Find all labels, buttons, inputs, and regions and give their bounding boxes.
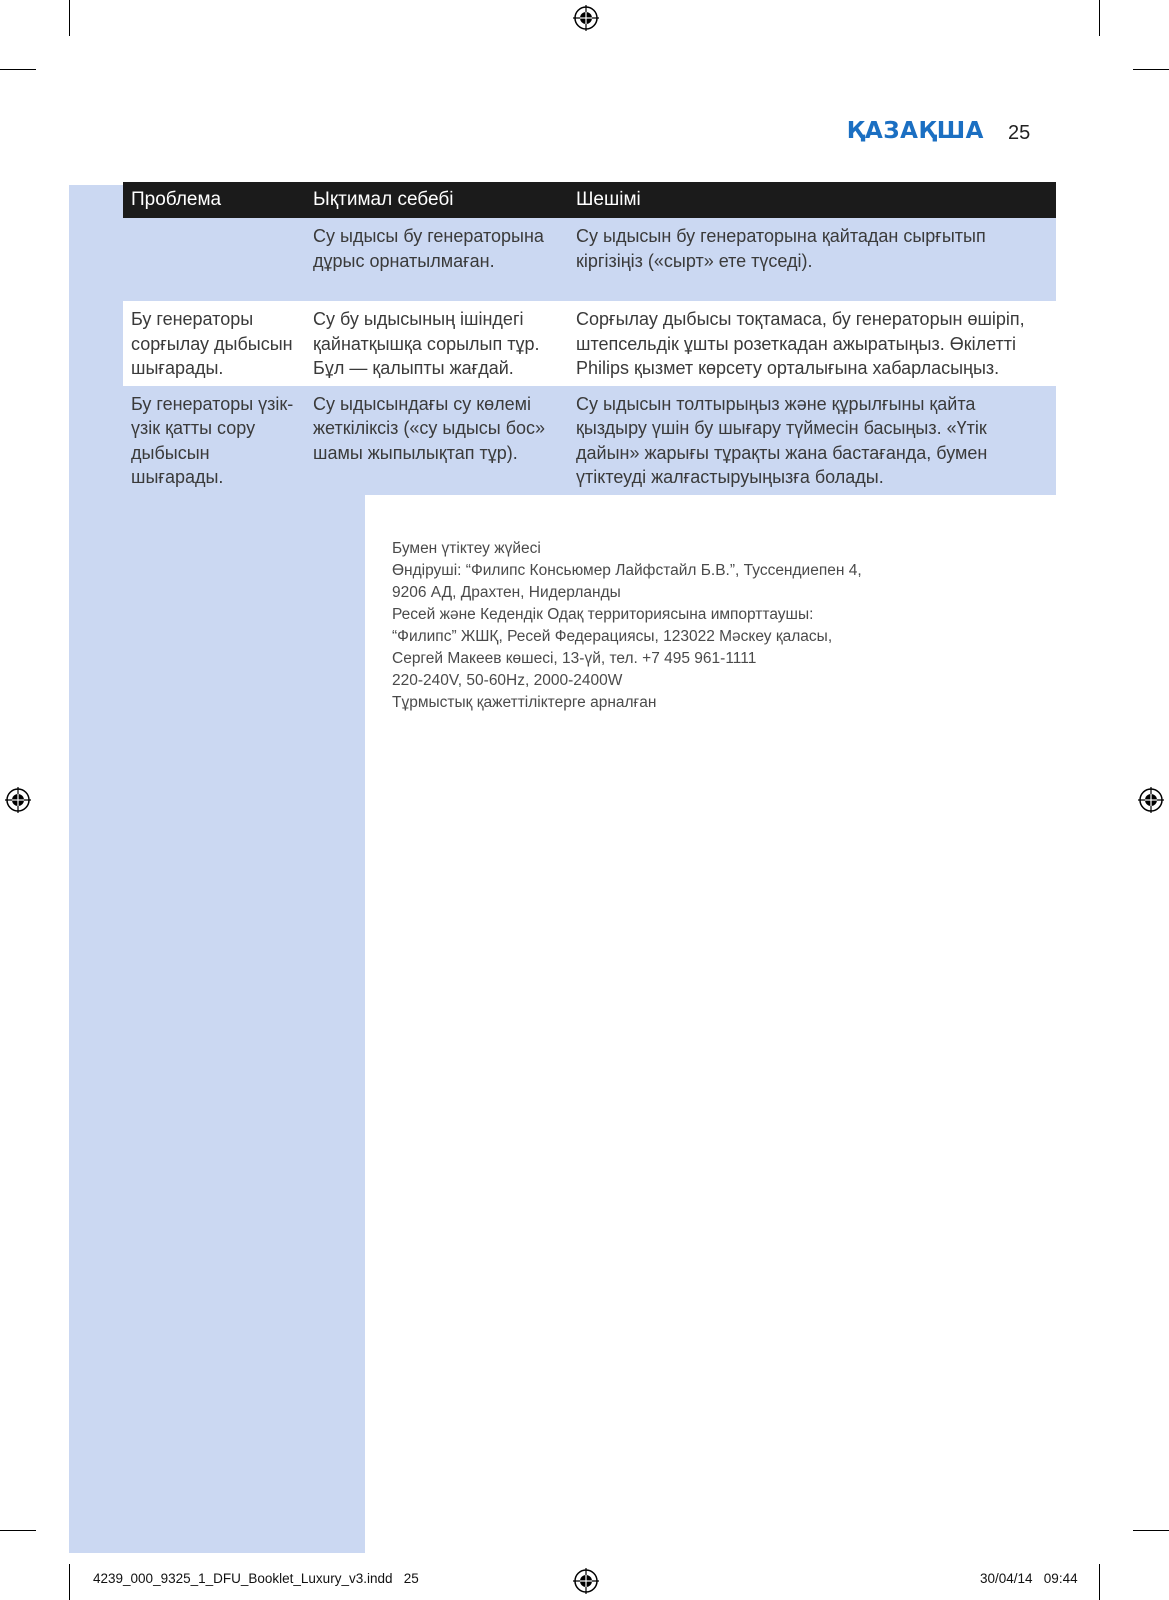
manufacturer-line: Өндіруші: “Филипс Консьюмер Лайфстайл Б.В.”, Туссендиепен 4, <box>392 562 862 579</box>
cell-cause: Су ыдысындағы су көлемі жеткіліксіз («су ыдысы бос» шамы жыпылықтап тұр). <box>305 386 568 495</box>
importer-heading: Ресей және Кедендік Одақ территориясына импорттаушы: <box>392 606 814 623</box>
crop-mark <box>69 1564 70 1600</box>
crop-mark <box>1099 1564 1100 1600</box>
table-row <box>123 301 1056 386</box>
cell-cause: Су ыдысы бу генераторына дұрыс орнатылмаған. <box>305 218 568 301</box>
crop-mark <box>0 1530 36 1531</box>
cell-problem: Бу генераторы үзік-үзік қатты сору дыбысын шығарады. <box>123 386 305 495</box>
registration-mark-icon <box>573 1568 599 1594</box>
registration-mark-icon <box>5 787 31 813</box>
column-header-cause: Ықтимал себебі <box>305 182 568 218</box>
print-slug-file: 4239_000_9325_1_DFU_Booklet_Luxury_v3.indd 25 <box>93 1571 419 1586</box>
crop-mark <box>1099 0 1100 36</box>
manufacturer-info <box>392 538 952 714</box>
cell-solution: Сорғылау дыбысы тоқтамаса, бу генераторын өшіріп, штепсельдік ұшты розеткадан ажыратыңыз. Өкілетті Philips қызмет көрсету орталығына хабарласыңыз. <box>568 301 1056 386</box>
manufacturer-address: 9206 АД, Драхтен, Нидерланды <box>392 584 621 601</box>
page-number: 25 <box>1008 122 1031 144</box>
crop-mark <box>69 0 70 36</box>
crop-mark <box>0 69 36 70</box>
troubleshooting-table <box>123 182 1056 495</box>
cell-problem: Бу генераторы сорғылау дыбысын шығарады. <box>123 301 305 386</box>
power-rating: 220-240V, 50-60Hz, 2000-2400W <box>392 672 623 689</box>
print-slug-datetime: 30/04/14 09:44 <box>980 1571 1078 1586</box>
usage-note: Тұрмыстық қажеттіліктерге арналған <box>392 694 657 711</box>
importer-address: Сергей Макеев көшесі, 13-үй, тел. +7 495 961-1111 <box>392 650 757 667</box>
product-name: Бумен үтіктеу жүйесі <box>392 540 541 557</box>
crop-mark <box>1133 69 1169 70</box>
table-header-row <box>123 182 1056 218</box>
column-header-problem: Проблема <box>123 182 305 218</box>
cell-solution: Су ыдысын бу генераторына қайтадан сырғытып кіргізіңіз («сырт» ете түседі). <box>568 218 1056 301</box>
cell-solution: Су ыдысын толтырыңыз және құрылғыны қайта қыздыру үшін бу шығару түймесін басыңыз. «Үтік дайын» жарығы тұрақты жана бастағанда, бумен үтіктеуді жалғастыруыңызға болады. <box>568 386 1056 495</box>
registration-mark-icon <box>573 5 599 31</box>
column-header-solution: Шешімі <box>568 182 1056 218</box>
registration-mark-icon <box>1138 787 1164 813</box>
cell-cause: Су бу ыдысының ішіндегі қайнатқышқа сорылып тұр. Бұл — қалыпты жағдай. <box>305 301 568 386</box>
table-row <box>123 218 1056 301</box>
table-row <box>123 386 1056 495</box>
language-title: ҚАЗАҚША <box>846 118 984 144</box>
cell-problem <box>123 218 305 301</box>
importer-name: “Филипс” ЖШҚ, Ресей Федерациясы, 123022 Мәскеу қаласы, <box>392 628 833 645</box>
crop-mark <box>1133 1530 1169 1531</box>
